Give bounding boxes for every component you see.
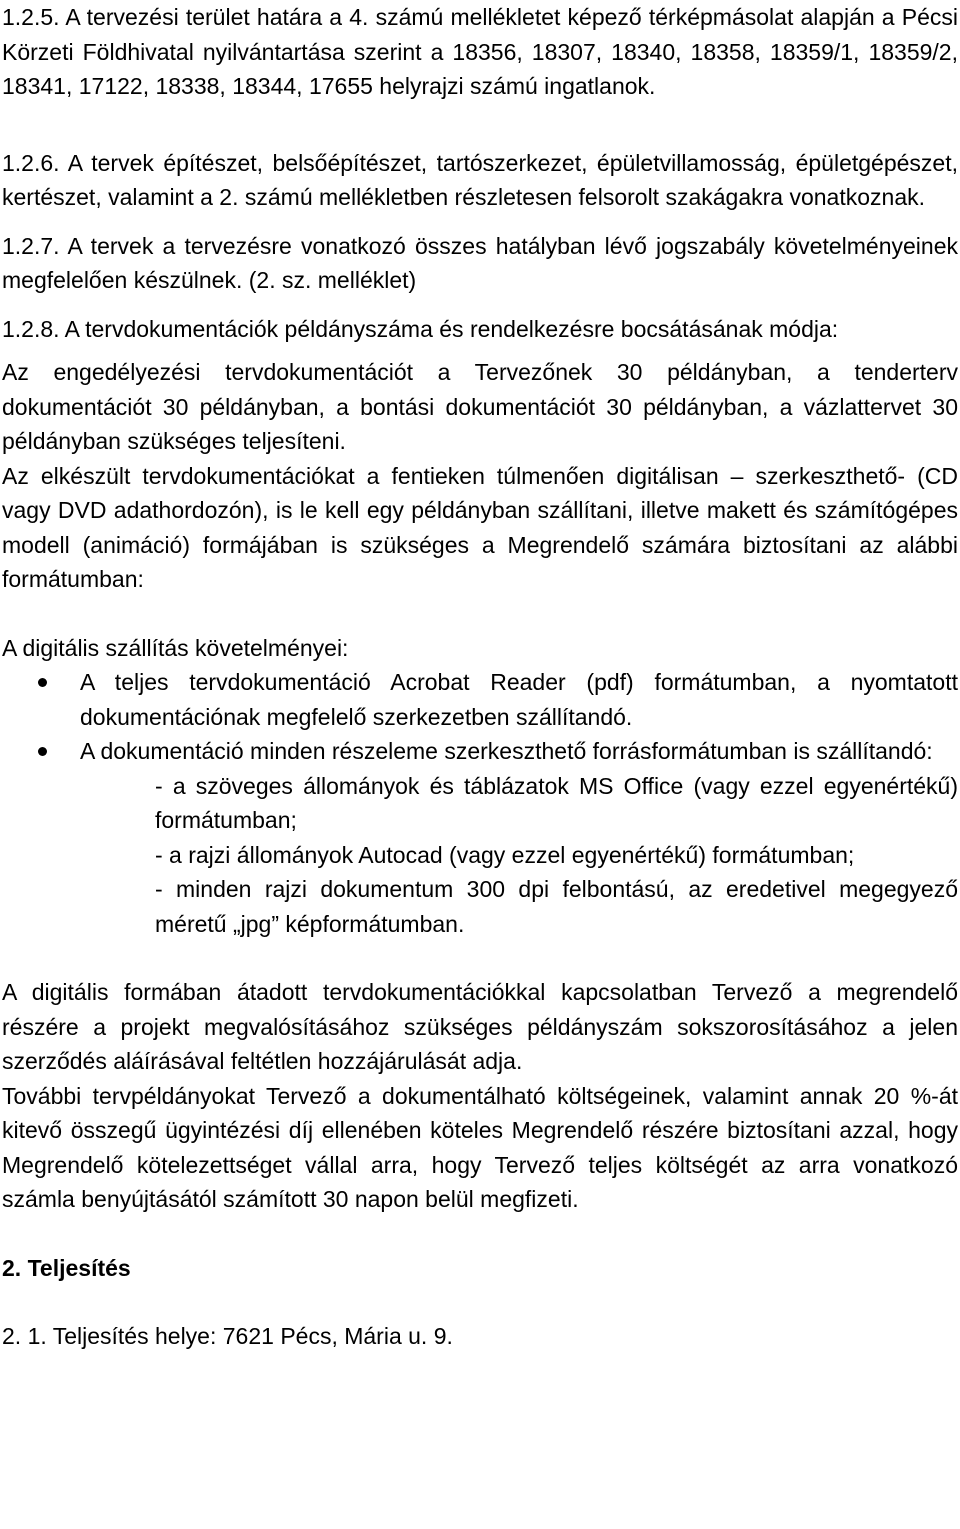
paragraph-2-1: 2. 1. Teljesítés helye: 7621 Pécs, Mária u. 9. <box>2 1323 453 1349</box>
paragraph-extra-copies: További tervpéldányokat Tervező a dokumentálható költségeinek, valamint annak 20 %-át kitevő összegű ügyintézési díj ellenében köteles Megrendelő részére biztosítani azzal, hogy Megrendelő kötelezettséget vállal arra, hogy Tervező teljes költségét az arra vonatkozó számla benyújtásától számított 30 napon belül megfizeti. <box>2 1082 958 1212</box>
format-sublist <box>80 769 958 942</box>
paragraph-1-2-8-title: 1.2.8. A tervdokumentációk példányszáma és rendelkezésre bocsátásának módja: <box>2 315 839 342</box>
digital-requirements-list <box>2 665 958 941</box>
paragraph-1-2-6: 1.2.6. A tervek építészet, belsőépítészet, tartószerkezet, épületvillamosság, épületgépészet, kertészet, valamint a 2. számú mellékletben részletesen felsorolt szakágakra vonatkoznak. <box>2 149 958 210</box>
sublist-item: - minden rajzi dokumentum 300 dpi felbontású, az eredetivel megegyező méretű „jpg” képformátumban. <box>155 876 958 937</box>
list-item <box>2 734 958 941</box>
section-2-heading: 2. Teljesítés <box>2 1254 131 1281</box>
bullet-icon <box>38 678 47 687</box>
list-item <box>2 665 958 734</box>
list-item-text: A teljes tervdokumentáció Acrobat Reader (pdf) formátumban, a nyomtatott dokumentációnak megfelelő szerkezetben szállítandó. <box>80 669 958 730</box>
list-item-text: A dokumentáció minden részeleme szerkeszthető forrásformátumban is szállítandó: <box>80 738 933 764</box>
paragraph-reproduction-consent: A digitális formában átadott tervdokumentációkkal kapcsolatban Tervező a megrendelő részére a projekt megvalósításához szükséges példányszám sokszorosításához a jelen szerződés aláírásával feltétlen hozzájárulását adja. <box>2 979 958 1074</box>
document-page <box>2 0 958 1354</box>
paragraph-1-2-5: 1.2.5. A tervezési terület határa a 4. számú mellékletet képező térképmásolat alapján a Pécsi Körzeti Földhivatal nyilvántartása szerint a 18356, 18307, 18340, 18358, 18359/1, 18359/2, 18341, 17122, 18338, 18344, 17655 helyrajzi számú ingatlanok. <box>2 4 958 99</box>
sublist-item: - a szöveges állományok és táblázatok MS Office (vagy ezzel egyenértékű) formátumban; <box>155 772 958 833</box>
sublist-item: - a rajzi állományok Autocad (vagy ezzel egyenértékű) formátumban; <box>155 841 855 868</box>
paragraph-copies: Az engedélyezési tervdokumentációt a Tervezőnek 30 példányban, a tenderterv dokumentációt 30 példányban, a bontási dokumentációt 30 példányban, a vázlattervet 30 példányban szükséges teljesíteni. <box>2 359 958 454</box>
paragraph-1-2-7: 1.2.7. A tervek a tervezésre vonatkozó összes hatályban lévő jogszabály követelményeinek megfelelően készülnek. (2. sz. melléklet) <box>2 232 958 293</box>
bullet-icon <box>38 747 47 756</box>
digital-requirements-heading: A digitális szállítás követelményei: <box>2 634 349 661</box>
paragraph-digital-delivery: Az elkészült tervdokumentációkat a fentieken túlmenően digitálisan – szerkeszthető- (CD vagy DVD adathordozón), is le kell egy példányban szállítani, illetve makett és számítógépes modell (animáció) formájában is szükséges a Megrendelő számára biztosítani az alábbi formátumban: <box>2 462 958 592</box>
